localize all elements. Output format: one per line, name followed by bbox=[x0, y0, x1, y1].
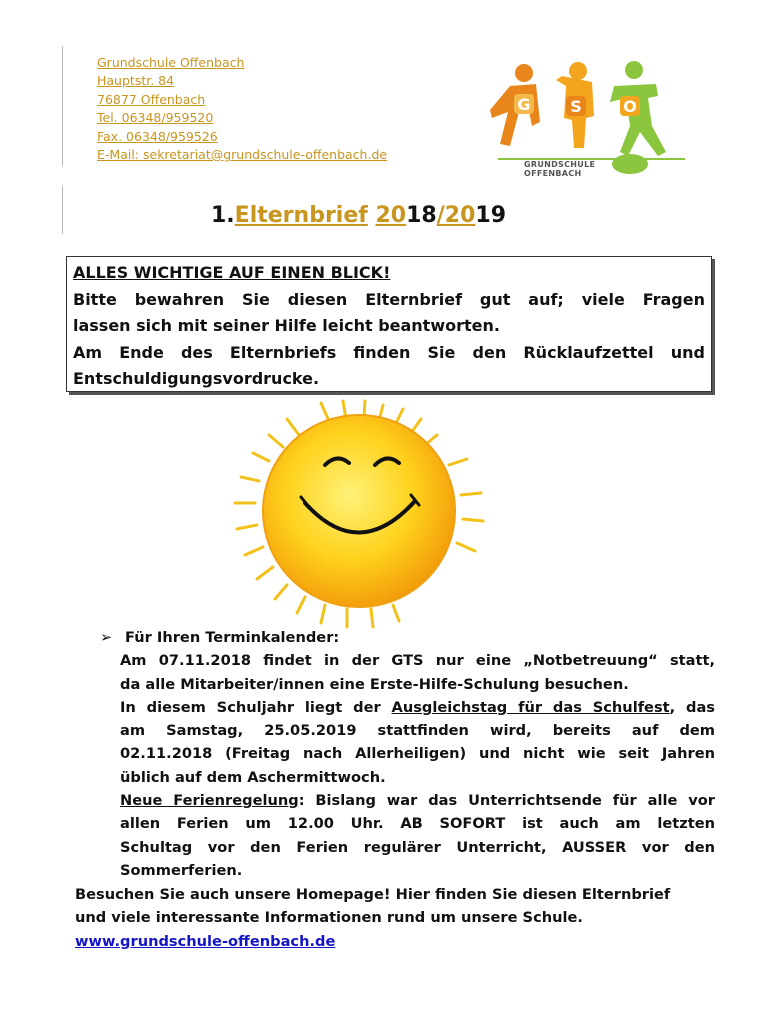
calendar-line-1: Am 07.11.2018 findet in der GTS nur eine „Notbetreuung“ statt, bbox=[120, 652, 715, 670]
calendar-line-3-end: , das bbox=[669, 698, 715, 716]
logo-caption-line2: OFFENBACH bbox=[524, 169, 582, 178]
summary-line-2: lassen sich mit seiner Hilfe leicht beantworten. bbox=[73, 316, 500, 335]
logo-caption bbox=[524, 160, 595, 178]
arrow-bullet-icon: ➢ bbox=[100, 629, 113, 646]
page-title bbox=[211, 203, 506, 228]
school-street: Hauptstr. 84 bbox=[97, 73, 175, 89]
calendar-line-3-text: In diesem Schuljahr liegt der bbox=[120, 698, 392, 716]
title-word: Elternbrief bbox=[234, 203, 368, 228]
calendar-heading: Für Ihren Terminkalender: bbox=[125, 629, 340, 646]
calendar-line-2: da alle Mitarbeiter/innen eine Erste-Hilfe-Schulung besuchen. bbox=[120, 675, 629, 693]
summary-line-3: Am Ende des Elternbriefs finden Sie den Rücklaufzettel und bbox=[73, 342, 705, 362]
homepage-link[interactable]: www.grundschule-offenbach.de bbox=[75, 932, 336, 950]
margin-line-title bbox=[62, 186, 63, 234]
logo-letter-o: O bbox=[623, 97, 637, 116]
calendar-line-9: Schultag vor den Ferien regulärer Unterricht, AUSSER vor den bbox=[120, 838, 715, 856]
logo-figure-green bbox=[610, 61, 666, 174]
email-rest: ail: sekretariat@grundschule-offenbach.de bbox=[120, 147, 388, 163]
logo-letter-s: S bbox=[570, 97, 582, 116]
calendar-line-4: am Samstag, 25.05.2019 stattfinden wird, bereits auf dem bbox=[120, 722, 715, 740]
school-phone: Tel. 06348/959520 bbox=[97, 110, 214, 126]
calendar-line-5: 02.11.2018 (Freitag nach Allerheiligen) und nicht wie seit Jahren bbox=[120, 745, 715, 763]
school-city: 76877 Offenbach bbox=[97, 91, 206, 107]
calendar-line-8: allen Ferien um 12.00 Uhr. AB SOFORT ist auch am letzten bbox=[120, 815, 715, 833]
footer-line-1: Besuchen Sie auch unsere Homepage! Hier finden Sie diesen Elternbrief bbox=[75, 886, 671, 903]
email-prefix: E-M bbox=[97, 147, 121, 163]
school-name: Grundschule Offenbach bbox=[97, 55, 245, 70]
title-year2-b: 19 bbox=[475, 203, 507, 228]
calendar-line-10: Sommerferien. bbox=[120, 861, 243, 879]
calendar-line-7-text: : Bislang war das Unterrichtsende für alle vor bbox=[298, 792, 715, 810]
summary-heading: ALLES WICHTIGE AUF EINEN BLICK! bbox=[73, 263, 391, 282]
calendar-line-7 bbox=[120, 789, 715, 812]
title-year2-a: /20 bbox=[436, 203, 476, 228]
summary-line-1: Bitte bewahren Sie diesen Elternbrief gut auf; viele Fragen bbox=[73, 289, 705, 309]
summary-box bbox=[66, 256, 712, 392]
title-year1-a: 20 bbox=[375, 203, 407, 228]
calendar-line-3 bbox=[120, 696, 715, 719]
summary-line-4: Entschuldigungsvordrucke. bbox=[73, 369, 320, 388]
calendar-line-6: üblich auf dem Aschermittwoch. bbox=[120, 768, 386, 786]
logo-caption-line1: GRUNDSCHULE bbox=[524, 160, 596, 169]
smiling-sun-image bbox=[225, 395, 500, 633]
margin-line-top bbox=[62, 46, 63, 166]
title-prefix: 1. bbox=[211, 203, 235, 228]
schulfest-term: Ausgleichstag für das Schulfest bbox=[391, 698, 670, 716]
school-email[interactable] bbox=[97, 146, 387, 164]
ferienregelung-term: Neue Ferienregelung bbox=[120, 792, 299, 810]
footer-section bbox=[75, 883, 695, 953]
calendar-body bbox=[100, 649, 715, 882]
logo-letter-g: G bbox=[517, 95, 531, 114]
school-address-block bbox=[97, 54, 387, 164]
title-year1-b: 18 bbox=[406, 203, 437, 228]
school-fax: Fax. 06348/959526 bbox=[97, 128, 218, 144]
calendar-section bbox=[100, 626, 715, 882]
footer-line-2: und viele interessante Informationen rund um unsere Schule. bbox=[75, 909, 583, 927]
